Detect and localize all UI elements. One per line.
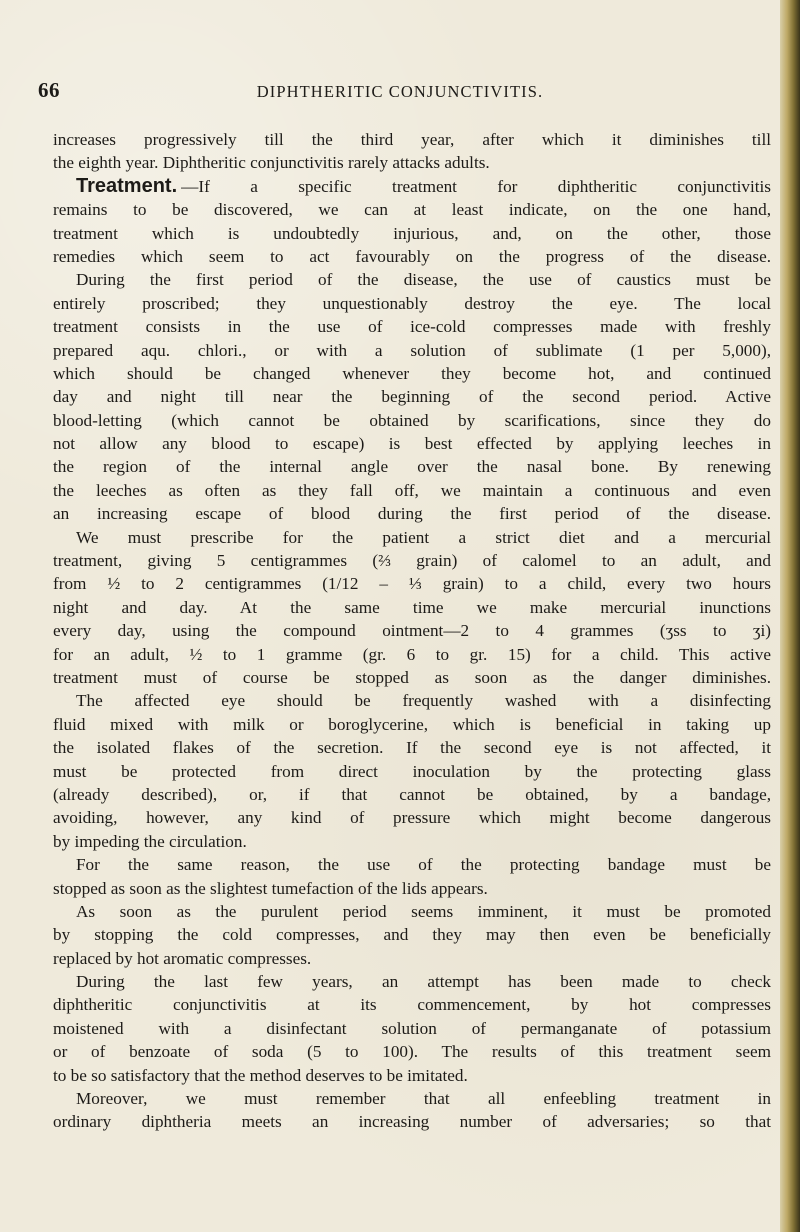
text-line-content: For the same reason, the use of the protecting bandage must be [76,855,771,875]
text-line-content: We must prescribe for the patient a strict diet and a mercurial [76,527,771,547]
text-line-content: must be protected from direct inoculation by the protecting glass [53,761,771,781]
text-line-content: the region of the internal angle over the nasal bone. By renewing [53,457,771,477]
text-line-content: the leeches as often as they fall off, we maintain a continuous and even [53,480,771,500]
text-line [53,128,771,151]
text-line-content: The affected eye should be frequently washed with a disinfecting [76,691,771,711]
text-line [53,455,771,478]
text-line [53,292,771,315]
text-line-content: As soon as the purulent period seems imminent, it must be promoted [76,901,771,921]
text-line-content: every day, using the compound ointment—2 to 4 grammes (ʒss to ʒi) [53,621,771,641]
text-line [53,877,771,900]
text-line [53,502,771,525]
text-line-content: night and day. At the same time we make mercurial inunctions [53,597,771,617]
text-line-content: Moreover, we must remember that all enfeebling treatment in [76,1089,771,1109]
text-line-content: treatment which is undoubtedly injurious, and, on the other, those [53,223,771,243]
running-head: DIPHTHERITIC CONJUNCTIVITIS. [256,82,544,101]
text-line [53,1087,771,1110]
text-line [53,760,771,783]
text-line [53,713,771,736]
text-line [53,1017,771,1040]
text-line-content: an increasing escape of blood during the first period of the disease. [53,504,771,524]
text-line-content: avoiding, however, any kind of pressure which might become dangerous [53,808,771,828]
text-line [53,830,771,853]
text-line [53,432,771,455]
text-line [53,409,771,432]
text-line-content: replaced by hot aromatic compresses. [53,948,312,968]
text-line [53,549,771,572]
text-line [53,1064,771,1087]
text-line-content: day and night till near the beginning of the second period. Active [53,387,771,407]
text-line [53,315,771,338]
text-line [53,339,771,362]
text-line [53,175,771,198]
text-line [53,736,771,759]
text-line-content: by impeding the circulation. [53,831,247,851]
text-line-content: diphtheritic conjunctivitis at its commencement, by hot compresses [53,995,771,1015]
text-line [53,572,771,595]
text-line [53,596,771,619]
text-line-content: treatment, giving 5 centigrammes (⅔ grain) of calomel to an adult, and [53,551,771,571]
text-line [53,268,771,291]
text-line-content: fluid mixed with milk or boroglycerine, which is beneficial in taking up [53,714,771,734]
text-line-content: the isolated flakes of the secretion. If the second eye is not affected, it [53,738,771,758]
text-line-content: entirely proscribed; they unquestionably destroy the eye. The local [53,293,771,313]
text-line-content: moistened with a disinfectant solution of permanganate of potassium [53,1018,771,1038]
text-line [53,479,771,502]
text-line-content: treatment consists in the use of ice-cold compresses made with freshly [53,317,771,337]
text-line [53,970,771,993]
page-binding-edge [780,0,800,1232]
text-line-content: stopped as soon as the slightest tumefaction of the lids appears. [53,878,488,898]
text-line [53,923,771,946]
text-line [53,362,771,385]
text-line [53,1110,771,1133]
text-line [53,198,771,221]
page-number: 66 [38,78,60,102]
text-line [53,806,771,829]
text-line [53,151,771,174]
text-line-content: ordinary diphtheria meets an increasing number of adversaries; so that [53,1112,771,1132]
text-line-content: to be so satisfactory that the method deserves to be imitated. [53,1065,468,1085]
text-line-content: increases progressively till the third year, after which it diminishes till [53,130,771,149]
text-line [53,993,771,1016]
text-line [53,619,771,642]
text-line-content: remedies which seem to act favourably on the progress of the disease. [53,246,771,266]
text-line-content: remains to be discovered, we can at least indicate, on the one hand, [53,200,771,220]
text-line-content: During the last few years, an attempt has been made to check [76,972,771,992]
text-line-content: by stopping the cold compresses, and they may then even be beneficially [53,925,771,945]
text-line-content: or of benzoate of soda (5 to 100). The results of this treatment seem [53,1042,771,1062]
text-line-content: not allow any blood to escape) is best effected by applying leeches in [53,434,771,454]
text-line-content: (already described), or, if that cannot be obtained, by a bandage, [53,784,771,804]
text-line-content: blood-letting (which cannot be obtained by scarifications, since they do [53,410,771,430]
text-line [53,385,771,408]
text-line [53,900,771,923]
text-line-content: prepared aqu. chlori., or with a solution of sublimate (1 per 5,000), [53,340,771,360]
text-line [53,245,771,268]
text-line [53,643,771,666]
body-text [53,128,771,1134]
text-line [53,947,771,970]
text-line-content: During the first period of the disease, the use of caustics must be [76,270,771,290]
text-line [53,853,771,876]
text-line-content: treatment must of course be stopped as soon as the danger diminishes. [53,667,771,687]
text-line [53,222,771,245]
text-line-content: from ½ to 2 centigrammes (1/12 – ⅓ grain) to a child, every two hours [53,574,771,594]
section-heading: Treatment. [76,174,178,197]
text-line-content: —If a specific treatment for diphtheritic conjunctivitis [181,176,771,196]
text-line [53,666,771,689]
text-line [53,783,771,806]
text-line [53,1040,771,1063]
text-line-content: for an adult, ½ to 1 gramme (gr. 6 to gr. 15) for a child. This active [53,644,771,664]
text-line [53,526,771,549]
text-line-content: the eighth year. Diphtheritic conjunctivitis rarely attacks adults. [53,153,490,173]
text-line [53,689,771,712]
text-line-content: which should be changed whenever they become hot, and continued [53,363,771,383]
